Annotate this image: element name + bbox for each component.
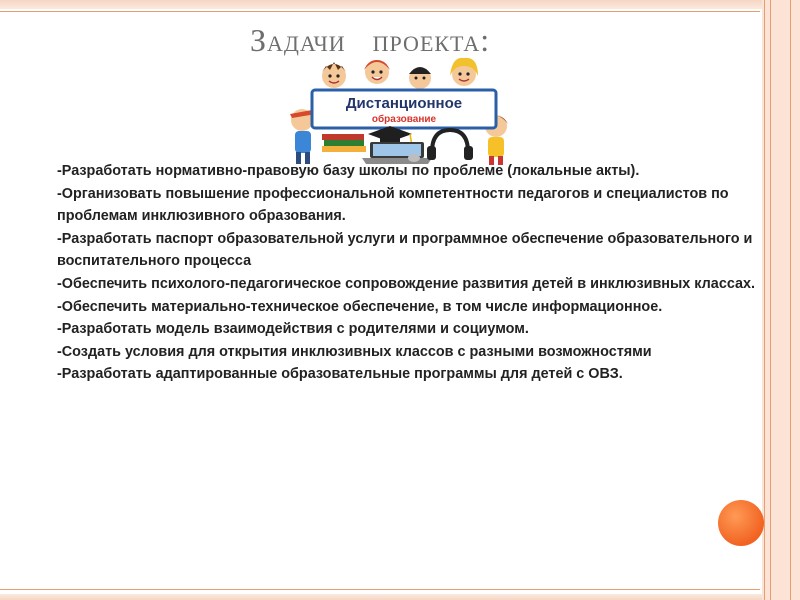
frame-horizontal-line [0,589,760,590]
svg-text:образование: образование [371,114,437,125]
svg-text:Дистанционное: Дистанционное [345,95,463,112]
project-tasks-list [57,160,769,386]
list-item: -Разработать нормативно-правовую базу школы по проблеме (локальные акты). [57,163,640,179]
slide-title: Задачи проекта: [250,22,491,58]
list-item: -Разработать паспорт образовательной услуги и программное обеспечение образовательного и воспитательного процесса [57,230,753,270]
books-icon [322,134,366,152]
frame-vertical-line [790,0,791,600]
decorative-orange-circle [718,500,764,546]
distance-education-illustration [282,54,516,166]
list-item: -Разработать модель взаимодействия с родителями и социумом. [57,321,529,338]
list-item: -Обеспечить материально-техническое обеспечение, в том числе информационное. [57,298,663,315]
list-item: -Создать условия для открытия инклюзивных классов с разными возможностями [57,343,652,360]
slide-frame-top [0,0,800,9]
list-item: -Организовать повышение профессиональной компетентности педагогов и специалистов по проблемам инклюзивного образования. [57,185,729,225]
frame-vertical-line [770,0,771,600]
list-item: -Обеспечить психолого-педагогическое сопровождение развития детей в инклюзивных классах. [57,275,756,292]
slide-frame-bottom [0,594,800,600]
frame-horizontal-line [0,11,760,12]
distance-education-banner [312,90,496,128]
list-item: -Разработать адаптированные образовательные программы для детей с ОВЗ. [57,366,623,383]
headphones-icon [427,130,473,160]
